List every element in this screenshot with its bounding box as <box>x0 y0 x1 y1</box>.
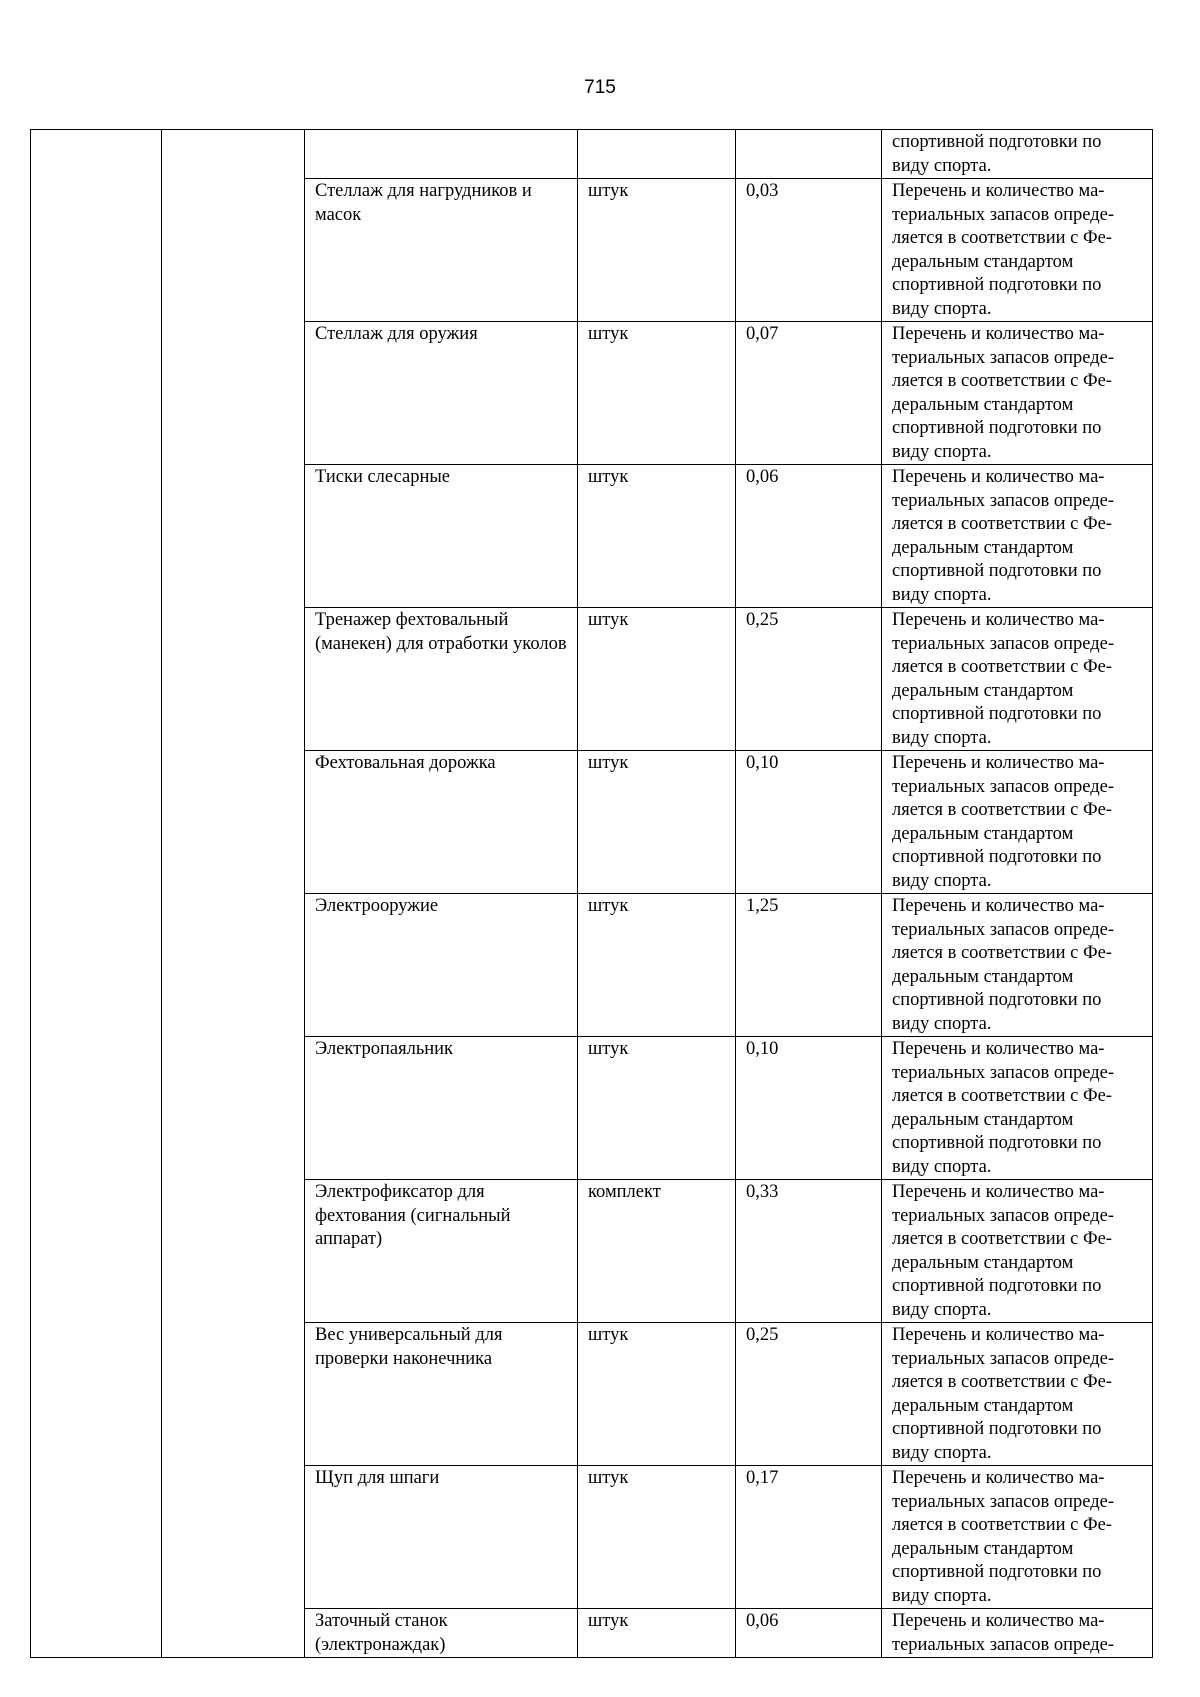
quantity-cell: 0,07 <box>736 322 882 465</box>
quantity-cell: 1,25 <box>736 894 882 1037</box>
item-name-cell: Заточный станок (электронаждак) <box>305 1609 578 1658</box>
note-cell: Перечень и количество ма- териальных запасов опреде- <box>882 1609 1153 1658</box>
unit-cell: штук <box>578 1037 736 1180</box>
unit-cell: штук <box>578 322 736 465</box>
unit-cell: штук <box>578 465 736 608</box>
quantity-cell: 0,25 <box>736 608 882 751</box>
note-cell: Перечень и количество ма- териальных запасов опреде- ляется в соответствии с Фе- деральным стандартом спортивной подготовки по виду спорта. <box>882 1323 1153 1466</box>
note-cell: Перечень и количество ма- териальных запасов опреде- ляется в соответствии с Фе- деральным стандартом спортивной подготовки по виду спорта. <box>882 1180 1153 1323</box>
item-name-cell: Электропаяльник <box>305 1037 578 1180</box>
item-name-cell: Стеллаж для нагрудников и масок <box>305 179 578 322</box>
unit-cell: штук <box>578 1609 736 1658</box>
note-cell: Перечень и количество ма- териальных запасов опреде- ляется в соответствии с Фе- деральным стандартом спортивной подготовки по виду спорта. <box>882 608 1153 751</box>
item-name-cell: Электрофиксатор для фехтования (сигнальный аппарат) <box>305 1180 578 1323</box>
empty-cell-col1 <box>31 130 162 1658</box>
equipment-table <box>30 129 1153 1658</box>
note-cell: Перечень и количество ма- териальных запасов опреде- ляется в соответствии с Фе- деральным стандартом спортивной подготовки по виду спорта. <box>882 465 1153 608</box>
quantity-cell: 0,25 <box>736 1323 882 1466</box>
note-cell: Перечень и количество ма- териальных запасов опреде- ляется в соответствии с Фе- деральным стандартом спортивной подготовки по виду спорта. <box>882 179 1153 322</box>
note-cell: Перечень и количество ма- териальных запасов опреде- ляется в соответствии с Фе- деральным стандартом спортивной подготовки по виду спорта. <box>882 751 1153 894</box>
quantity-cell <box>736 130 882 179</box>
note-cell: спортивной подготовки по виду спорта. <box>882 130 1153 179</box>
item-name-cell: Вес универсальный для проверки наконечника <box>305 1323 578 1466</box>
quantity-cell: 0,33 <box>736 1180 882 1323</box>
unit-cell <box>578 130 736 179</box>
quantity-cell: 0,10 <box>736 751 882 894</box>
quantity-cell: 0,06 <box>736 465 882 608</box>
table-row-continued <box>31 130 1153 179</box>
note-cell: Перечень и количество ма- териальных запасов опреде- ляется в соответствии с Фе- деральным стандартом спортивной подготовки по виду спорта. <box>882 1037 1153 1180</box>
item-name-cell: Тиски слесарные <box>305 465 578 608</box>
unit-cell: штук <box>578 608 736 751</box>
unit-cell: штук <box>578 894 736 1037</box>
note-cell: Перечень и количество ма- териальных запасов опреде- ляется в соответствии с Фе- деральным стандартом спортивной подготовки по виду спорта. <box>882 1466 1153 1609</box>
item-name-cell: Электрооружие <box>305 894 578 1037</box>
table-body <box>31 130 1153 1658</box>
quantity-cell: 0,17 <box>736 1466 882 1609</box>
page-number: 715 <box>584 77 616 98</box>
item-name-cell <box>305 130 578 179</box>
unit-cell: штук <box>578 1323 736 1466</box>
item-name-cell: Фехтовальная дорожка <box>305 751 578 894</box>
quantity-cell: 0,10 <box>736 1037 882 1180</box>
unit-cell: комплект <box>578 1180 736 1323</box>
quantity-cell: 0,03 <box>736 179 882 322</box>
note-cell: Перечень и количество ма- териальных запасов опреде- ляется в соответствии с Фе- деральным стандартом спортивной подготовки по виду спорта. <box>882 322 1153 465</box>
unit-cell: штук <box>578 179 736 322</box>
unit-cell: штук <box>578 751 736 894</box>
item-name-cell: Тренажер фехтовальный (манекен) для отработки уколов <box>305 608 578 751</box>
empty-cell-col2 <box>162 130 305 1658</box>
item-name-cell: Щуп для шпаги <box>305 1466 578 1609</box>
item-name-cell: Стеллаж для оружия <box>305 322 578 465</box>
note-cell: Перечень и количество ма- териальных запасов опреде- ляется в соответствии с Фе- деральным стандартом спортивной подготовки по виду спорта. <box>882 894 1153 1037</box>
unit-cell: штук <box>578 1466 736 1609</box>
quantity-cell: 0,06 <box>736 1609 882 1658</box>
